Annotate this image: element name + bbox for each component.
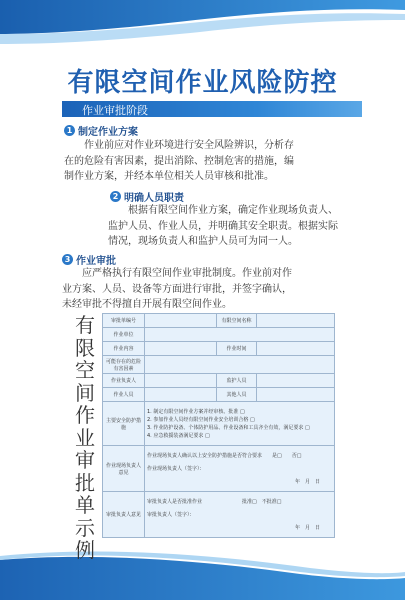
step-number-badge: 3 — [62, 254, 73, 265]
form-field[interactable] — [145, 374, 217, 388]
signature-line: 审批负责人（签字）： — [147, 512, 195, 518]
checklist-item[interactable]: 2. 参加作业人员经有限空间作业安全培训合格 □ — [147, 416, 255, 423]
form-row — [103, 402, 335, 446]
step-number-badge: 1 — [64, 125, 75, 136]
form-label: 监护人员 — [217, 374, 257, 388]
leader-opinion-cell[interactable] — [145, 446, 335, 492]
form-field[interactable] — [257, 374, 335, 388]
vertical-form-title — [70, 314, 100, 562]
date-line: 年 月 日 — [294, 525, 320, 531]
form-field[interactable] — [145, 328, 335, 342]
text-line: 在的危险有害因素，提出消除、控制危害的措施，编 — [64, 155, 294, 167]
opinion-question: 作业现场负责人确认以上安全防护措施是否符合要求 是□ 否□ — [147, 453, 302, 459]
vertical-char: 单 — [75, 493, 95, 517]
form-label: 作业单位 — [103, 328, 145, 342]
checklist-item[interactable]: 3. 作业防护设备、个体防护用品、作业设备和工具齐全有效，满足要求 □ — [147, 424, 310, 431]
form-label: 作业内容 — [103, 342, 145, 356]
form-row — [103, 328, 335, 342]
form-label: 有限空间名称 — [217, 314, 257, 328]
form-label: 可能存在的危险有害因素 — [103, 356, 145, 374]
step-1-text — [64, 138, 294, 185]
form-field[interactable] — [145, 356, 335, 374]
approval-form — [102, 313, 335, 538]
text-line: 应严格执行有限空间作业审批制度。作业前对作 — [82, 268, 292, 279]
form-row — [103, 388, 335, 402]
vertical-char: 批 — [75, 470, 95, 495]
form-label: 审批负责人意见 — [103, 492, 145, 538]
step-1-heading — [64, 123, 138, 138]
text-line: 未经审批不得擅自开展有限空间作业。 — [62, 299, 232, 310]
checklist-item[interactable]: 4. 应急救援装备满足要求 □ — [147, 432, 210, 439]
vertical-char: 限 — [75, 335, 95, 360]
form-label: 作业现场负责人意见 — [103, 446, 145, 492]
form-row — [103, 492, 335, 538]
step-3-text — [62, 266, 292, 313]
step-number-badge: 2 — [110, 191, 121, 202]
step-title: 制定作业方案 — [78, 127, 138, 138]
form-row — [103, 314, 335, 328]
step-3-heading — [62, 252, 116, 267]
form-row — [103, 342, 335, 356]
vertical-char: 有 — [75, 313, 95, 337]
form-field[interactable] — [145, 388, 217, 402]
step-title: 明确人员职责 — [124, 193, 184, 204]
date-line: 年 月 日 — [294, 479, 320, 485]
opinion-question: 审批负责人是否批准作业 批准□ 不批准□ — [147, 499, 282, 505]
top-decorative-band — [0, 0, 405, 58]
form-field[interactable] — [145, 342, 217, 356]
text-line: 监护人员、作业人员，并明确其安全职责。根据实际 — [108, 220, 338, 232]
bottom-decorative-band — [0, 530, 405, 600]
checklist-item[interactable]: 1. 制定有限空间作业方案并经审核、批准 □ — [147, 408, 245, 415]
form-label: 作业负责人 — [103, 374, 145, 388]
form-label: 其他人员 — [217, 388, 257, 402]
form-row — [103, 446, 335, 492]
form-label: 主要安全防护措施 — [103, 402, 145, 446]
section-bar — [62, 101, 362, 117]
vertical-char: 业 — [75, 425, 95, 450]
poster-title: 有限空间作业风险防控 — [67, 68, 338, 98]
form-row — [103, 374, 335, 388]
signature-line: 作业现场负责人（签字）： — [147, 466, 205, 472]
text-line: 情况，现场负责人和监护人员可为同一人。 — [108, 236, 298, 247]
text-line: 作业前应对作业环境进行安全风险辨识，分析存 — [84, 140, 294, 151]
vertical-char: 示 — [75, 515, 95, 540]
form-row — [103, 356, 335, 374]
step-2-text — [108, 203, 338, 250]
form-field[interactable] — [257, 388, 335, 402]
form-field[interactable] — [145, 314, 217, 328]
text-line: 根据有限空间作业方案，确定作业现场负责人、 — [128, 205, 338, 216]
vertical-char: 空 — [75, 358, 95, 382]
form-field[interactable] — [257, 342, 335, 356]
form-field[interactable] — [257, 314, 335, 328]
approver-opinion-cell[interactable] — [145, 492, 335, 538]
form-label: 作业时间 — [217, 342, 257, 356]
vertical-char: 间 — [75, 380, 95, 405]
vertical-char: 例 — [75, 538, 95, 562]
step-2-heading — [110, 189, 184, 204]
safety-checklist — [145, 402, 335, 446]
text-line: 业方案、人员、设备等方面进行审批，并签字确认， — [62, 283, 292, 295]
text-line: 制作业方案，并经本单位相关人员审核和批准。 — [64, 171, 274, 182]
vertical-char: 作 — [75, 403, 95, 427]
step-title: 作业审批 — [76, 256, 116, 267]
vertical-char: 审 — [75, 448, 95, 472]
form-label: 审批单编号 — [103, 314, 145, 328]
form-label: 作业人员 — [103, 388, 145, 402]
section-label: 作业审批阶段 — [82, 104, 148, 117]
